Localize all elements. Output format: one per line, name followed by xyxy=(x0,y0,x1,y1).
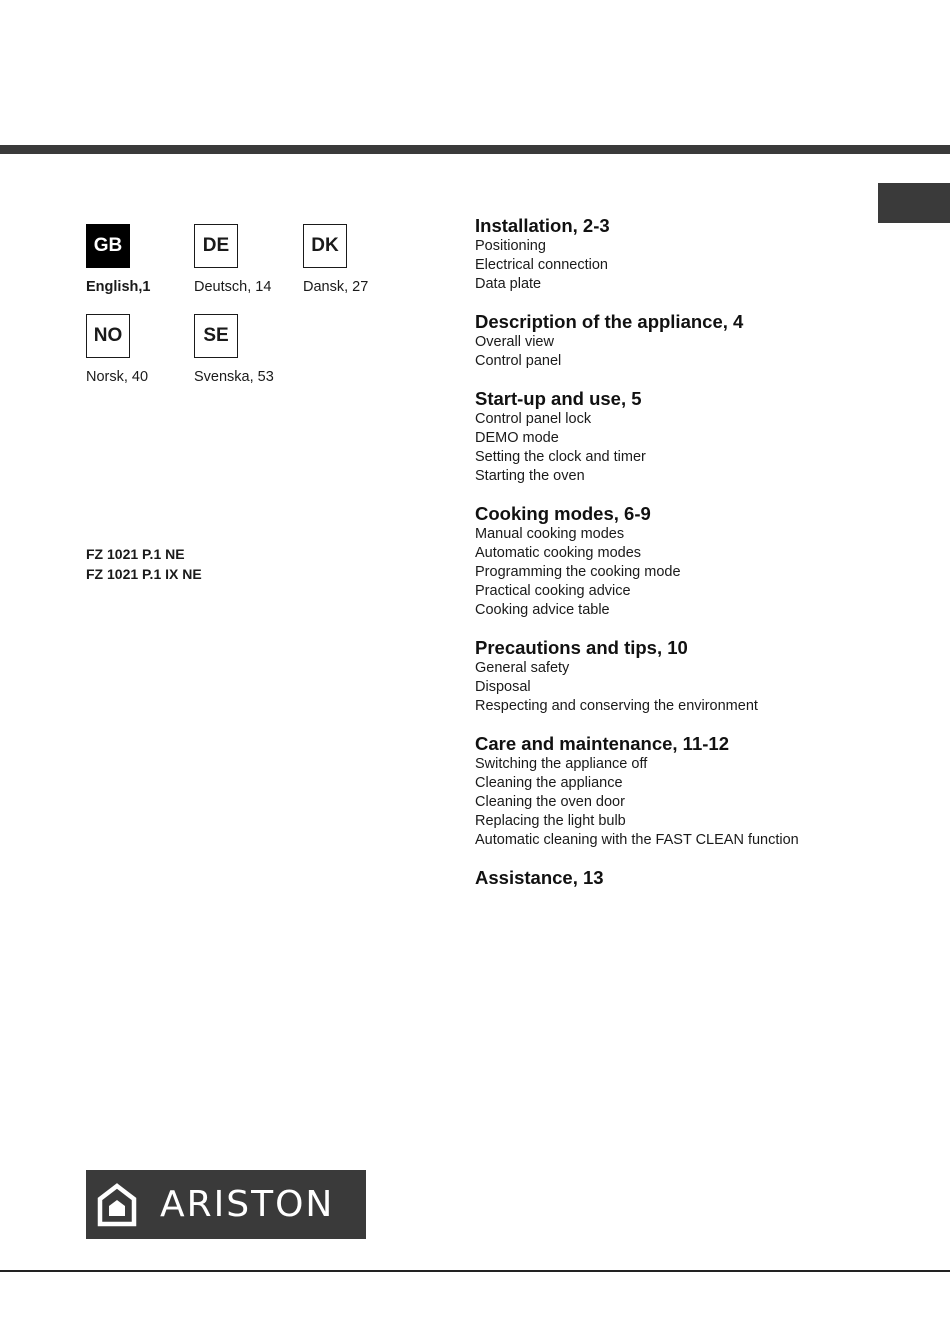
toc-heading[interactable]: Installation, 2-3 xyxy=(475,215,610,236)
lang-box-se[interactable]: SE xyxy=(194,314,238,358)
lang-label-dk[interactable]: Dansk, 27 xyxy=(303,279,369,295)
model-numbers xyxy=(86,544,202,584)
toc-heading[interactable]: Start-up and use, 5 xyxy=(475,388,642,409)
lang-label-gb[interactable]: English,1 xyxy=(86,279,151,295)
toc-heading[interactable]: Cooking modes, 6-9 xyxy=(475,503,651,524)
toc-item[interactable]: Practical cooking advice xyxy=(475,583,631,599)
house-icon xyxy=(97,1183,137,1227)
toc-item[interactable]: Starting the oven xyxy=(475,468,585,484)
toc-section-description xyxy=(475,311,875,371)
toc-item[interactable]: Cleaning the oven door xyxy=(475,794,625,810)
toc-item[interactable]: General safety xyxy=(475,660,570,676)
toc-item[interactable]: Automatic cleaning with the FAST CLEAN function xyxy=(475,832,799,848)
toc-section-assistance xyxy=(475,867,875,889)
header-bar xyxy=(0,145,950,154)
toc-heading[interactable]: Description of the appliance, 4 xyxy=(475,311,744,332)
toc-item[interactable]: Automatic cooking modes xyxy=(475,545,642,561)
toc-section-precautions xyxy=(475,637,875,716)
toc-item[interactable]: Cleaning the appliance xyxy=(475,775,623,791)
toc-heading[interactable]: Care and maintenance, 11-12 xyxy=(475,733,729,754)
footer-rule xyxy=(0,1270,950,1272)
toc-section-cooking-modes xyxy=(475,503,875,620)
model-number: FZ 1021 P.1 IX NE xyxy=(86,566,202,582)
lang-box-dk[interactable]: DK xyxy=(303,224,347,268)
toc-item[interactable]: Electrical connection xyxy=(475,257,608,273)
toc-item[interactable]: Positioning xyxy=(475,238,546,254)
toc-item[interactable]: Overall view xyxy=(475,334,554,350)
section-tab xyxy=(878,183,950,223)
toc-heading[interactable]: Precautions and tips, 10 xyxy=(475,637,688,658)
toc-item[interactable]: Programming the cooking mode xyxy=(475,564,681,580)
table-of-contents xyxy=(475,215,875,906)
toc-item[interactable]: DEMO mode xyxy=(475,430,559,446)
lang-label-de[interactable]: Deutsch, 14 xyxy=(194,279,272,295)
toc-item[interactable]: Switching the appliance off xyxy=(475,756,648,772)
toc-item[interactable]: Control panel lock xyxy=(475,411,592,427)
lang-label-no[interactable]: Norsk, 40 xyxy=(86,369,149,385)
toc-section-installation xyxy=(475,215,875,294)
brand-name: ARISTON xyxy=(160,1183,335,1225)
toc-item[interactable]: Control panel xyxy=(475,353,562,369)
toc-item[interactable]: Cooking advice table xyxy=(475,602,610,618)
lang-box-no[interactable]: NO xyxy=(86,314,130,358)
toc-item[interactable]: Replacing the light bulb xyxy=(475,813,626,829)
lang-box-gb[interactable]: GB xyxy=(86,224,130,268)
lang-box-de[interactable]: DE xyxy=(194,224,238,268)
lang-label-se[interactable]: Svenska, 53 xyxy=(194,369,274,385)
toc-item[interactable]: Disposal xyxy=(475,679,531,695)
toc-item[interactable]: Setting the clock and timer xyxy=(475,449,646,465)
toc-section-care xyxy=(475,733,875,850)
toc-item[interactable]: Manual cooking modes xyxy=(475,526,625,542)
toc-heading[interactable]: Assistance, 13 xyxy=(475,867,604,888)
brand-logo xyxy=(86,1170,366,1239)
toc-section-startup xyxy=(475,388,875,486)
model-number: FZ 1021 P.1 NE xyxy=(86,546,185,562)
toc-item[interactable]: Respecting and conserving the environment xyxy=(475,698,758,714)
toc-item[interactable]: Data plate xyxy=(475,276,542,292)
